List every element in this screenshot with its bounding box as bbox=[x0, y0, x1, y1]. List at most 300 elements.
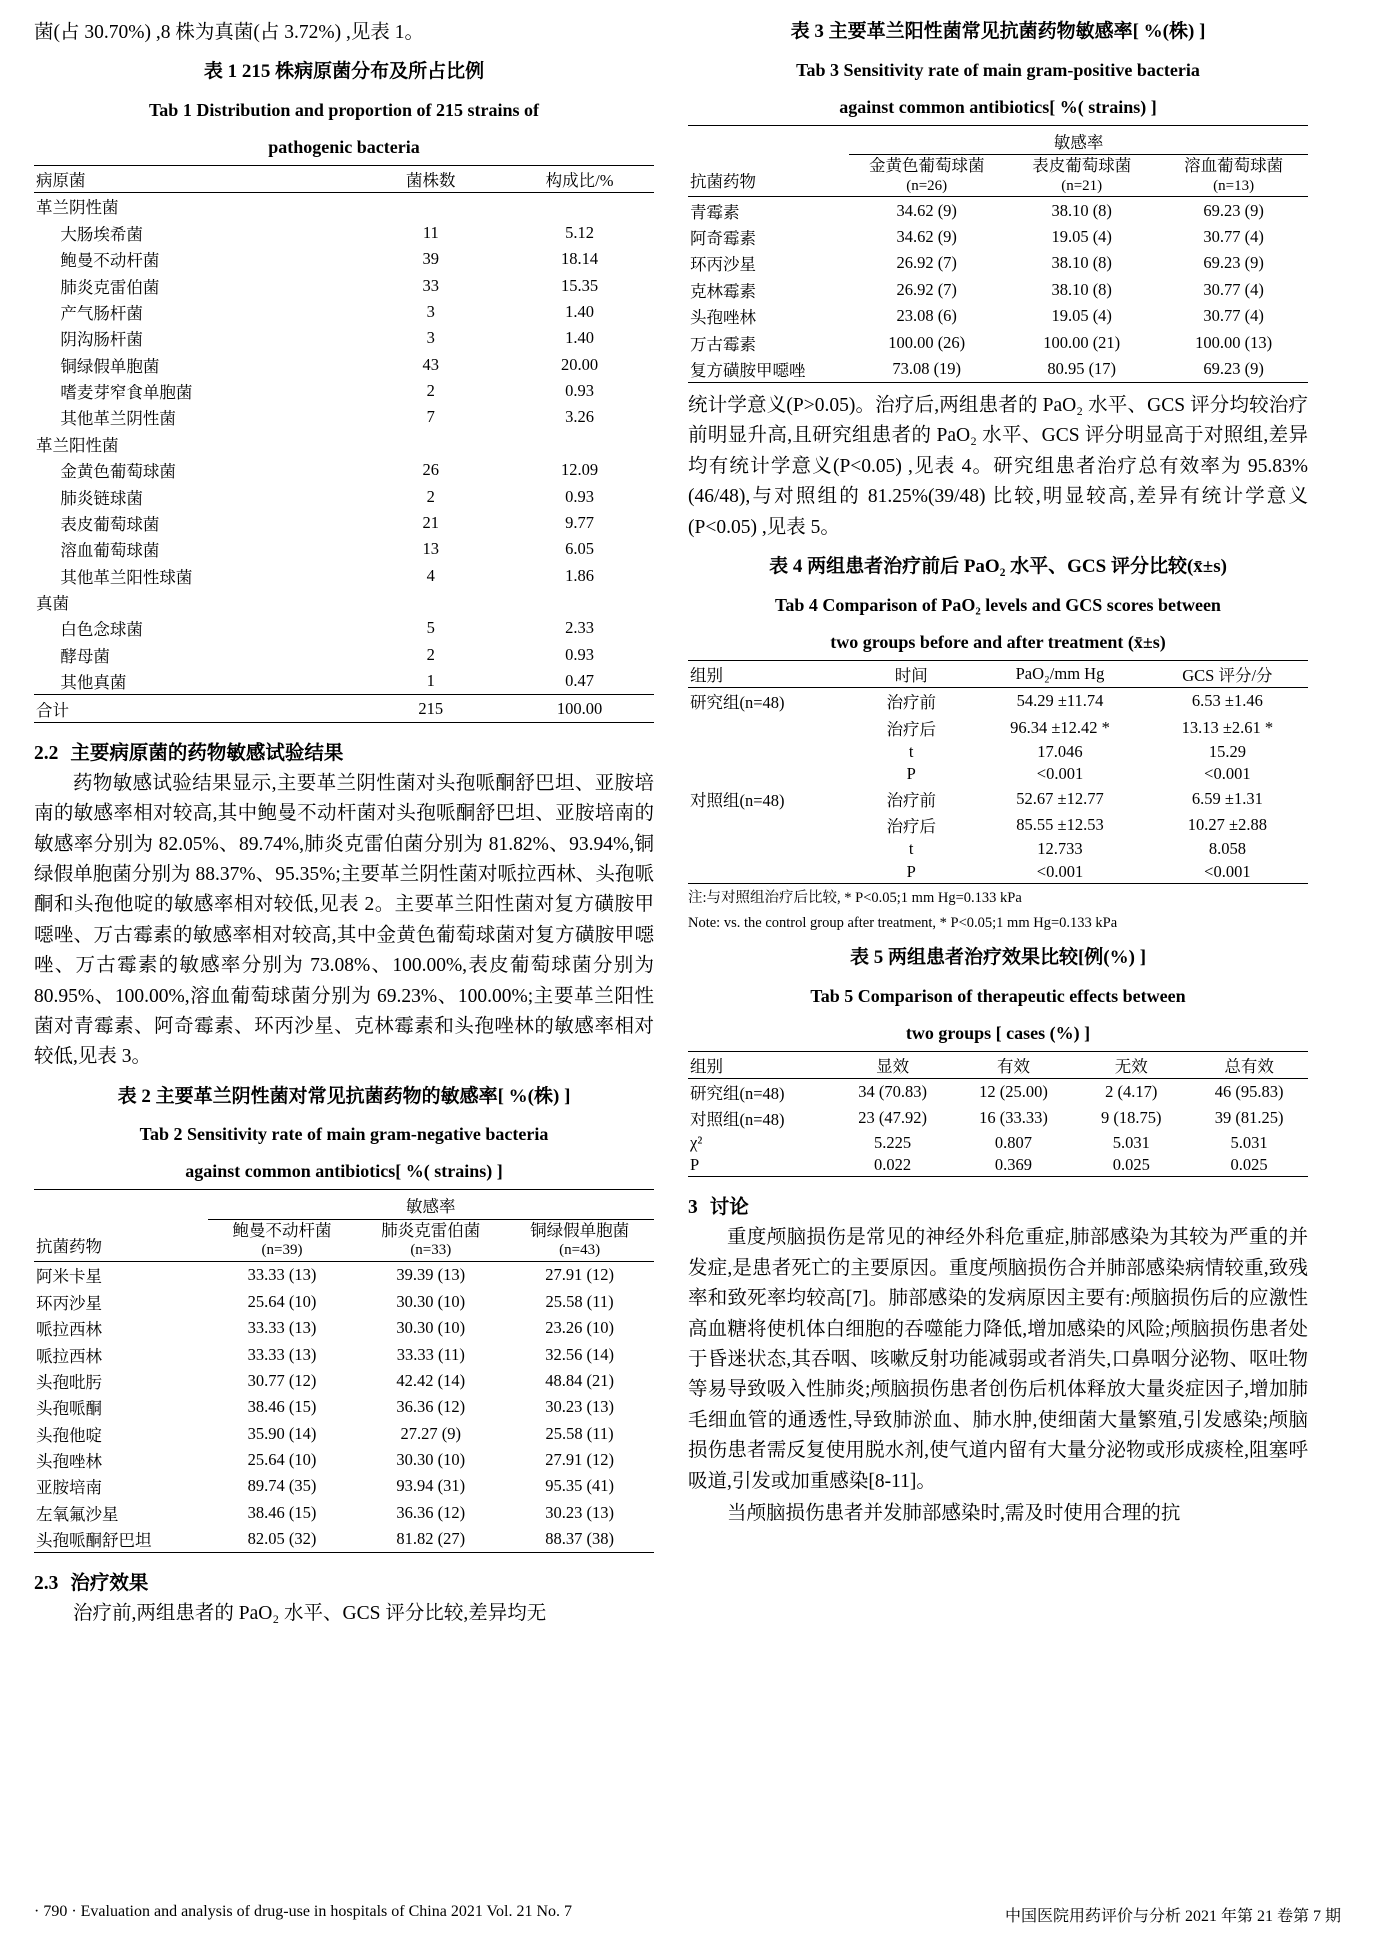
table5-header-2: 有效 bbox=[955, 1051, 1073, 1078]
section-2-3-number: 2.3 bbox=[34, 1573, 59, 1595]
table1-cell-pct: 15.35 bbox=[561, 275, 599, 295]
table2-body bbox=[34, 1262, 654, 1553]
table3-cell-v2: 69.23 (9) bbox=[1203, 253, 1264, 273]
table-row bbox=[688, 714, 1308, 740]
table5-bottom-rule bbox=[688, 1176, 1308, 1177]
section-2-2-title: 主要病原菌的药物敏感试验结果 bbox=[70, 742, 344, 764]
table3-title-cn: 表 3 主要革兰阳性菌常见抗菌药物敏感率[ %(株) ] bbox=[790, 21, 1206, 42]
table1-title-cn: 表 1 215 株病原菌分布及所占比例 bbox=[203, 61, 485, 83]
table-row bbox=[688, 303, 1308, 329]
table3-cell-v1: 19.05 (4) bbox=[1051, 306, 1112, 326]
table-row bbox=[34, 1473, 654, 1499]
table4 bbox=[688, 660, 1308, 883]
table-row bbox=[688, 785, 1308, 811]
table3-title-en-line1: Tab 3 Sensitivity rate of main gram-positive bacteria bbox=[796, 59, 1200, 80]
table-row bbox=[34, 325, 654, 351]
table4-note-en: Note: vs. the control group after treatment, * P<0.05;1 mm Hg=0.133 kPa bbox=[688, 914, 1118, 931]
footer-left: · 790 · Evaluation and analysis of drug-use in hospitals of China 2021 Vol. 21 No. 7 bbox=[34, 1903, 573, 1920]
page-footer bbox=[34, 1903, 1341, 1926]
table5-cell-group: χ² bbox=[690, 1132, 703, 1152]
table3-cell-drug: 复方磺胺甲噁唑 bbox=[690, 360, 806, 380]
table4-cell-gcs: <0.001 bbox=[1204, 764, 1251, 784]
table4-cell-group bbox=[688, 861, 849, 883]
table5-cell-v3: 0.025 bbox=[1230, 1155, 1268, 1175]
table2-cell-drug: 头孢他啶 bbox=[36, 1425, 102, 1445]
table3-cell-v2: 30.77 (4) bbox=[1203, 227, 1264, 246]
table2-cell-v1: 42.42 (14) bbox=[396, 1370, 466, 1390]
table-row bbox=[688, 1132, 1308, 1154]
table-row bbox=[34, 1394, 654, 1420]
table3-cell-v2: 30.77 (4) bbox=[1203, 306, 1264, 326]
right-column bbox=[688, 18, 1308, 1531]
results-paragraph: 统计学意义(P>0.05)。治疗后,两组患者的 PaO₂ 水平、GCS 评分均较治疗前明显升高,且研究组患者的 PaO₂ 水平、GCS 评分明显高于对照组,差异均有统计学意义(P<0.05) ,见表 4。研究组患者治疗总有效率为 95.83%(46/48),与对照组的 81.25%(39/48) 比较,明显较高,差异有统计学意义(P<0.05) ,见表 5。 bbox=[688, 395, 1308, 538]
table2-cell-drug: 头孢哌酮舒巴坦 bbox=[36, 1531, 152, 1551]
table1-cell-name: 金黄色葡萄球菌 bbox=[60, 462, 176, 482]
section-2-3-title: 治疗效果 bbox=[70, 1573, 149, 1595]
table3-col-name-1: 表皮葡萄球菌 bbox=[1032, 155, 1132, 175]
table2-cell-v2: 88.37 (38) bbox=[545, 1529, 614, 1549]
table5-header-1: 显效 bbox=[831, 1051, 955, 1078]
table2-bottom-rule bbox=[34, 1552, 654, 1553]
table5-body bbox=[688, 1078, 1308, 1176]
table2-cell-v0: 33.33 (13) bbox=[247, 1265, 317, 1285]
table1-cell-pct bbox=[505, 193, 654, 220]
table4-cell-pao2: 96.34 ±12.42 * bbox=[1010, 717, 1110, 737]
table5-cell-v3: 46 (95.83) bbox=[1214, 1082, 1284, 1102]
table2-cell-drug: 头孢哌酮 bbox=[36, 1399, 102, 1419]
table-row bbox=[34, 1368, 654, 1394]
table1-cell-name: 大肠埃希菌 bbox=[60, 224, 143, 244]
table-row bbox=[688, 687, 1308, 714]
table2-cell-drug: 头孢吡肟 bbox=[36, 1372, 102, 1392]
table2-cell-v0: 89.74 (35) bbox=[247, 1476, 317, 1496]
table4-cell-group bbox=[688, 714, 849, 740]
intro-paragraph: 菌(占 30.70%) ,8 株为真菌(占 3.72%) ,见表 1。 bbox=[34, 22, 424, 43]
table2-cell-v1: 33.33 (11) bbox=[396, 1344, 465, 1364]
table3-span-header-row bbox=[688, 125, 1308, 154]
section-2-3-heading bbox=[34, 1567, 654, 1595]
table3 bbox=[688, 125, 1308, 383]
table5-header-0: 组别 bbox=[688, 1051, 831, 1078]
table3-cell-v0: 26.92 (7) bbox=[896, 253, 957, 273]
table-row bbox=[688, 277, 1308, 303]
section-2-2-heading bbox=[34, 737, 654, 765]
table4-cell-pao2: 17.046 bbox=[1037, 741, 1083, 761]
section-3-number: 3 bbox=[688, 1197, 698, 1219]
table-row bbox=[688, 763, 1308, 785]
table1-cell-pct: 0.93 bbox=[565, 381, 595, 401]
table1-header-1: 菌株数 bbox=[356, 165, 505, 192]
table-row bbox=[34, 642, 654, 668]
table4-cell-gcs: 6.59 ±1.31 bbox=[1191, 788, 1263, 808]
table5-cell-v2: 2 (4.17) bbox=[1105, 1082, 1158, 1102]
table4-header-row bbox=[688, 660, 1308, 687]
table-row bbox=[34, 510, 654, 536]
table5-cell-v0: 34 (70.83) bbox=[858, 1082, 927, 1102]
table-row bbox=[688, 812, 1308, 838]
table4-cell-gcs: 6.53 ±1.46 bbox=[1191, 691, 1263, 711]
table1-cell-pct: 18.14 bbox=[561, 249, 599, 269]
table3-cell-v1: 80.95 (17) bbox=[1047, 358, 1117, 378]
table1-cell-pct: 1.40 bbox=[565, 301, 595, 321]
table1-cell-count: 13 bbox=[422, 539, 440, 559]
table5-cell-group: 对照组(n=48) bbox=[690, 1110, 785, 1130]
table2-cell-v0: 25.64 (10) bbox=[247, 1291, 317, 1311]
table3-header-drug: 抗菌药物 bbox=[688, 125, 849, 197]
table5-header-4: 总有效 bbox=[1190, 1051, 1308, 1078]
table-row bbox=[34, 457, 654, 483]
table5-cell-v0: 5.225 bbox=[874, 1132, 912, 1152]
table1-cell-count: 43 bbox=[422, 354, 440, 374]
table1-cell-pct: 0.93 bbox=[565, 644, 595, 664]
table1-cell-pct: 3.26 bbox=[565, 407, 595, 427]
table-row bbox=[688, 1154, 1308, 1176]
table1-total-pct: 100.00 bbox=[556, 698, 603, 718]
table1-cell-count bbox=[356, 589, 505, 615]
table-row bbox=[688, 861, 1308, 883]
table-row bbox=[34, 299, 654, 325]
table5-cell-v2: 5.031 bbox=[1112, 1132, 1150, 1152]
table2-cell-v0: 38.46 (15) bbox=[247, 1502, 317, 1522]
table5-cell-group: P bbox=[690, 1155, 700, 1175]
table5-title-en-line1: Tab 5 Comparison of therapeutic effects between bbox=[810, 985, 1186, 1006]
table2-cell-drug: 头孢唑林 bbox=[36, 1452, 102, 1472]
table3-bottom-rule bbox=[688, 382, 1308, 383]
table1-cell-count: 7 bbox=[426, 407, 435, 427]
table-row bbox=[34, 615, 654, 641]
table5-cell-v1: 12 (25.00) bbox=[979, 1082, 1048, 1102]
table1-cell-name: 表皮葡萄球菌 bbox=[60, 514, 160, 534]
table3-cell-drug: 克林霉素 bbox=[690, 281, 756, 301]
table-row bbox=[34, 1500, 654, 1526]
table4-cell-pao2: <0.001 bbox=[1036, 764, 1084, 784]
table5-cell-v0: 23 (47.92) bbox=[858, 1108, 927, 1128]
table-row bbox=[34, 589, 654, 615]
table4-cell-pao2: 52.67 ±12.77 bbox=[1016, 788, 1104, 808]
table2-cell-drug: 左氧氟沙星 bbox=[36, 1504, 119, 1524]
table2-cell-v2: 30.23 (13) bbox=[545, 1502, 614, 1522]
table2-cell-v1: 27.27 (9) bbox=[400, 1423, 462, 1443]
table3-col-n-0: (n=26) bbox=[906, 177, 948, 194]
table1-cell-name: 溶血葡萄球菌 bbox=[60, 541, 160, 561]
discussion-paragraph-2: 当颅脑损伤患者并发肺部感染时,需及时使用合理的抗 bbox=[727, 1503, 1181, 1525]
table1-title-en-line1: Tab 1 Distribution and proportion of 215 strains of bbox=[148, 99, 540, 120]
two-column-layout bbox=[34, 18, 1341, 1632]
table2-cell-v1: 30.30 (10) bbox=[396, 1318, 466, 1338]
table-row bbox=[688, 197, 1308, 224]
table1-header-0: 病原菌 bbox=[34, 165, 356, 192]
table3-cell-v1: 38.10 (8) bbox=[1051, 253, 1112, 273]
table-row bbox=[34, 668, 654, 695]
table3-cell-v2: 69.23 (9) bbox=[1203, 358, 1264, 378]
table1-cell-count bbox=[356, 431, 505, 457]
table3-cell-v1: 38.10 (8) bbox=[1051, 279, 1112, 299]
table2-cell-v2: 30.23 (13) bbox=[545, 1397, 614, 1417]
table3-cell-v0: 34.62 (9) bbox=[896, 227, 957, 246]
table2-cell-drug: 哌拉西林 bbox=[36, 1320, 102, 1340]
table1-cell-name: 革兰阳性菌 bbox=[36, 435, 119, 455]
table5-header-3: 无效 bbox=[1072, 1051, 1190, 1078]
table4-header-1: 时间 bbox=[849, 660, 973, 687]
table3-cell-v1: 100.00 (21) bbox=[1043, 332, 1121, 352]
table1-cell-pct bbox=[505, 589, 654, 615]
table1-cell-count: 26 bbox=[422, 460, 440, 480]
table4-cell-group: 对照组(n=48) bbox=[690, 790, 785, 810]
table1-cell-name: 白色念球菌 bbox=[60, 620, 143, 640]
table4-cell-gcs: 8.058 bbox=[1208, 839, 1246, 859]
table1-cell-pct bbox=[505, 431, 654, 457]
table1-cell-name: 产气肠杆菌 bbox=[60, 303, 143, 323]
table1-cell-count: 33 bbox=[422, 275, 440, 295]
table2-cell-v0: 33.33 (13) bbox=[247, 1344, 317, 1364]
section-3-heading bbox=[688, 1191, 1308, 1219]
table-row bbox=[34, 272, 654, 298]
table4-body bbox=[688, 687, 1308, 883]
table1-cell-count: 11 bbox=[422, 222, 439, 242]
table3-col-name-0: 金黄色葡萄球菌 bbox=[868, 155, 985, 175]
table4-title-en-line2: two groups before and after treatment (x̄±s) bbox=[830, 631, 1166, 652]
table1-cell-count: 3 bbox=[426, 328, 435, 348]
table2-cell-v1: 93.94 (31) bbox=[396, 1476, 466, 1496]
table1-cell-name: 鲍曼不动杆菌 bbox=[60, 251, 160, 271]
table3-cell-v0: 73.08 (19) bbox=[892, 358, 962, 378]
table2-col-n-2: (n=43) bbox=[559, 1242, 601, 1259]
table3-cell-drug: 万古霉素 bbox=[690, 334, 756, 354]
table3-cell-v1: 38.10 (8) bbox=[1051, 200, 1112, 220]
table2-cell-v2: 25.58 (11) bbox=[545, 1423, 614, 1443]
table-row bbox=[688, 838, 1308, 860]
table2-title-en-line1: Tab 2 Sensitivity rate of main gram-negative bacteria bbox=[139, 1124, 549, 1145]
table1-cell-name: 嗜麦芽窄食单胞菌 bbox=[60, 383, 193, 403]
table4-cell-group: 研究组(n=48) bbox=[690, 693, 785, 713]
table4-bottom-rule bbox=[688, 883, 1308, 884]
table2-header-drug: 抗菌药物 bbox=[34, 1190, 208, 1262]
table2-col-header-1 bbox=[356, 1219, 505, 1262]
table-row bbox=[34, 483, 654, 509]
table2 bbox=[34, 1189, 654, 1552]
table4-cell-group bbox=[688, 763, 849, 785]
table1-cell-name: 铜绿假单胞菌 bbox=[60, 356, 160, 376]
table1-cell-name: 酵母菌 bbox=[60, 646, 110, 666]
table2-title-en-line2: against common antibiotics[ %( strains) ] bbox=[185, 1161, 503, 1182]
table1-cell-name: 革兰阴性菌 bbox=[36, 198, 119, 218]
table5-title-cn: 表 5 两组患者治疗效果比较[例(%) ] bbox=[849, 947, 1147, 968]
table4-title-cn: 表 4 两组患者治疗前后 PaO₂ 水平、GCS 评分比较(x̄±s) bbox=[769, 556, 1227, 578]
table3-col-name-2: 溶血葡萄球菌 bbox=[1184, 155, 1284, 175]
table3-cell-drug: 头孢唑林 bbox=[690, 308, 756, 328]
table-row bbox=[34, 193, 654, 220]
table2-cell-v2: 27.91 (12) bbox=[545, 1265, 614, 1285]
table4-cell-time: t bbox=[908, 741, 914, 761]
table3-cell-v2: 100.00 (13) bbox=[1195, 332, 1273, 352]
table1-cell-count: 21 bbox=[422, 512, 440, 532]
table4-cell-group bbox=[688, 812, 849, 838]
table-row bbox=[688, 250, 1308, 276]
table1-cell-name: 其他革兰阴性菌 bbox=[60, 409, 176, 429]
table1-cell-pct: 20.00 bbox=[561, 354, 599, 374]
table1-cell-count: 39 bbox=[422, 249, 440, 269]
table5-cell-v1: 0.369 bbox=[994, 1155, 1033, 1175]
table-row bbox=[34, 1262, 654, 1289]
table-row bbox=[688, 1078, 1308, 1105]
section-3-title: 讨论 bbox=[709, 1197, 749, 1219]
footer-right: 中国医院用药评价与分析 2021 年第 21 卷第 7 期 bbox=[1004, 1908, 1341, 1925]
table4-cell-group bbox=[688, 838, 849, 860]
table-row bbox=[34, 1526, 654, 1552]
table5-cell-v2: 0.025 bbox=[1112, 1155, 1150, 1175]
table4-cell-time: 治疗后 bbox=[886, 817, 936, 837]
table3-cell-v0: 100.00 (26) bbox=[888, 332, 966, 352]
table3-col-n-1: (n=21) bbox=[1061, 177, 1103, 194]
table4-header-0: 组别 bbox=[688, 660, 849, 687]
table-row bbox=[34, 536, 654, 562]
table2-cell-drug: 亚胺培南 bbox=[36, 1478, 102, 1498]
table5-cell-v1: 16 (33.33) bbox=[979, 1108, 1048, 1128]
table-row bbox=[688, 741, 1308, 763]
table-row bbox=[688, 1105, 1308, 1131]
table2-col-header-2 bbox=[505, 1219, 654, 1262]
table2-cell-v1: 30.30 (10) bbox=[396, 1450, 466, 1470]
table1-cell-count: 4 bbox=[426, 565, 435, 585]
table2-cell-v0: 30.77 (12) bbox=[247, 1370, 317, 1390]
table3-cell-v2: 30.77 (4) bbox=[1203, 279, 1264, 299]
table4-cell-gcs: <0.001 bbox=[1204, 861, 1251, 881]
table1-cell-count: 2 bbox=[426, 381, 435, 401]
table3-body bbox=[688, 197, 1308, 382]
table4-cell-pao2: 85.55 ±12.53 bbox=[1016, 815, 1104, 835]
discussion-paragraph-1: 重度颅脑损伤是常见的神经外科危重症,肺部感染为其较为严重的并发症,是患者死亡的主要原因。重度颅脑损伤合并肺部感染病情较重,致残率和致死率均较高[7]。肺部感染的发病原因主要有:颅脑损伤后的应激性高血糖将使机体白细胞的吞噬能力降低,增加感染的风险;颅脑损伤患者处于昏迷状态,其吞咽、咳嗽反射功能减弱或者消失,口鼻咽分泌物、呕吐物等易导致吸入性肺炎;颅脑损伤患者创伤后机体释放大量炎症因子,增加肺毛细血管的通透性,导致肺淤血、肺水肿,使细菌大量繁殖,引发感染;颅脑损伤患者需反复使用脱水剂,使气道内留有大量分泌物或形成痰栓,阻塞呼吸道,引发或加重感染[8-11]。 bbox=[688, 1227, 1308, 1492]
table4-cell-pao2: 12.733 bbox=[1037, 839, 1083, 859]
table-row bbox=[34, 352, 654, 378]
table2-cell-v1: 36.36 (12) bbox=[396, 1397, 466, 1417]
table2-title-cn: 表 2 主要革兰阴性菌对常见抗菌药物的敏感率[ %(株) ] bbox=[117, 1085, 571, 1107]
table-row bbox=[34, 220, 654, 246]
table3-col-n-2: (n=13) bbox=[1213, 177, 1255, 194]
table2-cell-v1: 39.39 (13) bbox=[396, 1265, 466, 1285]
table2-cell-v1: 36.36 (12) bbox=[396, 1502, 466, 1522]
table1-cell-count bbox=[356, 193, 505, 220]
table4-cell-time: P bbox=[906, 861, 916, 881]
table1-cell-pct: 0.47 bbox=[565, 671, 595, 691]
table-row bbox=[688, 329, 1308, 355]
table2-cell-v1: 81.82 (27) bbox=[396, 1529, 466, 1549]
table-row bbox=[34, 1421, 654, 1447]
section-2-2-number: 2.2 bbox=[34, 742, 59, 764]
table1-header-2: 构成比/% bbox=[505, 165, 654, 192]
table-row bbox=[34, 1447, 654, 1473]
table1-cell-pct: 5.12 bbox=[565, 222, 595, 242]
table2-col-name-1: 肺炎克雷伯菌 bbox=[381, 1220, 481, 1240]
table1-cell-name: 其他真菌 bbox=[60, 673, 127, 693]
table4-cell-time: t bbox=[908, 839, 914, 859]
table1-cell-count: 2 bbox=[426, 486, 435, 506]
table3-col-header-2 bbox=[1159, 154, 1308, 197]
table1-cell-name: 其他革兰阳性球菌 bbox=[60, 567, 193, 587]
table5-title-en-line2: two groups [ cases (%) ] bbox=[905, 1022, 1091, 1043]
table4-cell-time: 治疗后 bbox=[886, 719, 936, 739]
table2-cell-v2: 23.26 (10) bbox=[545, 1318, 614, 1338]
table5-cell-v3: 39 (81.25) bbox=[1214, 1108, 1284, 1128]
table1-cell-pct: 12.09 bbox=[561, 460, 599, 480]
table1-title-en-line2: pathogenic bacteria bbox=[268, 136, 420, 157]
table2-cell-v1: 30.30 (10) bbox=[396, 1291, 466, 1311]
table4-cell-group bbox=[688, 741, 849, 763]
table4-note-cn: 注:与对照组治疗后比较, * P<0.05;1 mm Hg=0.133 kPa bbox=[688, 889, 1022, 906]
table2-cell-v2: 48.84 (21) bbox=[545, 1370, 614, 1390]
table-row bbox=[34, 1341, 654, 1367]
table2-cell-v0: 25.64 (10) bbox=[247, 1450, 317, 1470]
table5-cell-v3: 5.031 bbox=[1230, 1132, 1268, 1152]
table2-header-span: 敏感率 bbox=[208, 1190, 654, 1219]
table3-cell-drug: 环丙沙星 bbox=[690, 255, 756, 275]
table2-col-name-2: 铜绿假单胞菌 bbox=[530, 1220, 630, 1240]
table4-cell-time: P bbox=[906, 764, 916, 784]
table3-cell-v0: 26.92 (7) bbox=[896, 279, 957, 299]
table2-cell-drug: 环丙沙星 bbox=[36, 1293, 102, 1313]
table-row bbox=[34, 431, 654, 457]
table2-cell-v0: 38.46 (15) bbox=[247, 1397, 317, 1417]
left-column bbox=[34, 18, 654, 1632]
table2-cell-v0: 33.33 (13) bbox=[247, 1318, 317, 1338]
table-row bbox=[34, 246, 654, 272]
table1-cell-name: 肺炎链球菌 bbox=[60, 488, 143, 508]
table4-cell-gcs: 13.13 ±2.61 * bbox=[1181, 717, 1274, 737]
table-row bbox=[34, 1315, 654, 1341]
table4-header-3: GCS 评分/分 bbox=[1147, 660, 1308, 687]
table2-col-name-0: 鲍曼不动杆菌 bbox=[232, 1220, 332, 1240]
table3-col-header-1 bbox=[1004, 154, 1159, 197]
table1-total-count: 215 bbox=[418, 698, 444, 718]
table2-cell-v2: 27.91 (12) bbox=[545, 1450, 614, 1470]
table4-cell-pao2: 54.29 ±11.74 bbox=[1016, 691, 1104, 711]
table3-cell-drug: 阿奇霉素 bbox=[690, 229, 756, 248]
table5 bbox=[688, 1051, 1308, 1177]
table1-cell-name: 肺炎克雷伯菌 bbox=[60, 277, 160, 297]
table2-col-header-0 bbox=[208, 1219, 357, 1262]
table4-cell-time: 治疗前 bbox=[886, 790, 936, 810]
section-2-2-paragraph: 药物敏感试验结果显示,主要革兰阴性菌对头孢哌酮舒巴坦、亚胺培南的敏感率相对较高,其中鲍曼不动杆菌对头孢哌酮舒巴坦、亚胺培南的敏感率分别为 82.05%、89.74%,肺炎克雷伯菌分别为 81.82%、93.94%,铜绿假单胞菌分别为 88.37%、95.35%;主要革兰阴性菌对哌拉西林、头孢哌酮和头孢他啶的敏感率相对较低,见表 2。主要革兰阳性菌对复方磺胺甲噁唑、万古霉素的敏感率相对较高,其中金黄色葡萄球菌对复方磺胺甲噁唑、万古霉素的敏感率分别为 73.08%、100.00%,表皮葡萄球菌分别为 80.95%、100.00%,溶血葡萄球菌分别为 69.23%、100.00%;主要革兰阳性菌对青霉素、阿奇霉素、环丙沙星、克林霉素和头孢唑林的敏感率相对较低,见表 3。 bbox=[34, 772, 654, 1068]
table3-col-header-0 bbox=[849, 154, 1004, 197]
table5-cell-group: 研究组(n=48) bbox=[690, 1084, 785, 1104]
table4-cell-pao2: <0.001 bbox=[1036, 861, 1084, 881]
table5-cell-v1: 0.807 bbox=[994, 1132, 1033, 1152]
table3-cell-v0: 23.08 (6) bbox=[896, 306, 957, 326]
table-row bbox=[34, 1289, 654, 1315]
table2-cell-v0: 35.90 (14) bbox=[247, 1423, 317, 1443]
table-row bbox=[34, 404, 654, 430]
table1-cell-name: 阴沟肠杆菌 bbox=[60, 330, 143, 350]
table2-cell-v2: 32.56 (14) bbox=[545, 1344, 614, 1364]
table4-cell-time: 治疗前 bbox=[886, 693, 936, 713]
table4-cell-gcs: 15.29 bbox=[1208, 741, 1246, 761]
table1-cell-pct: 2.33 bbox=[565, 618, 595, 638]
table5-header-row bbox=[688, 1051, 1308, 1078]
table1-cell-count: 2 bbox=[426, 644, 435, 664]
section-2-3-paragraph: 治疗前,两组患者的 PaO₂ 水平、GCS 评分比较,差异均无 bbox=[73, 1603, 547, 1625]
table1-cell-pct: 1.40 bbox=[565, 328, 595, 348]
table1-cell-pct: 9.77 bbox=[565, 512, 595, 532]
table1-cell-count: 3 bbox=[426, 301, 435, 321]
table4-cell-gcs: 10.27 ±2.88 bbox=[1187, 815, 1267, 835]
table-row bbox=[34, 378, 654, 404]
table1-cell-name: 真菌 bbox=[36, 594, 69, 614]
table1-bottom-rule bbox=[34, 722, 654, 723]
table1-cell-pct: 6.05 bbox=[565, 539, 595, 559]
table2-cell-drug: 阿米卡星 bbox=[36, 1267, 102, 1287]
table-row bbox=[688, 356, 1308, 382]
table1-total-label: 合计 bbox=[36, 700, 69, 720]
table-row bbox=[688, 224, 1308, 250]
